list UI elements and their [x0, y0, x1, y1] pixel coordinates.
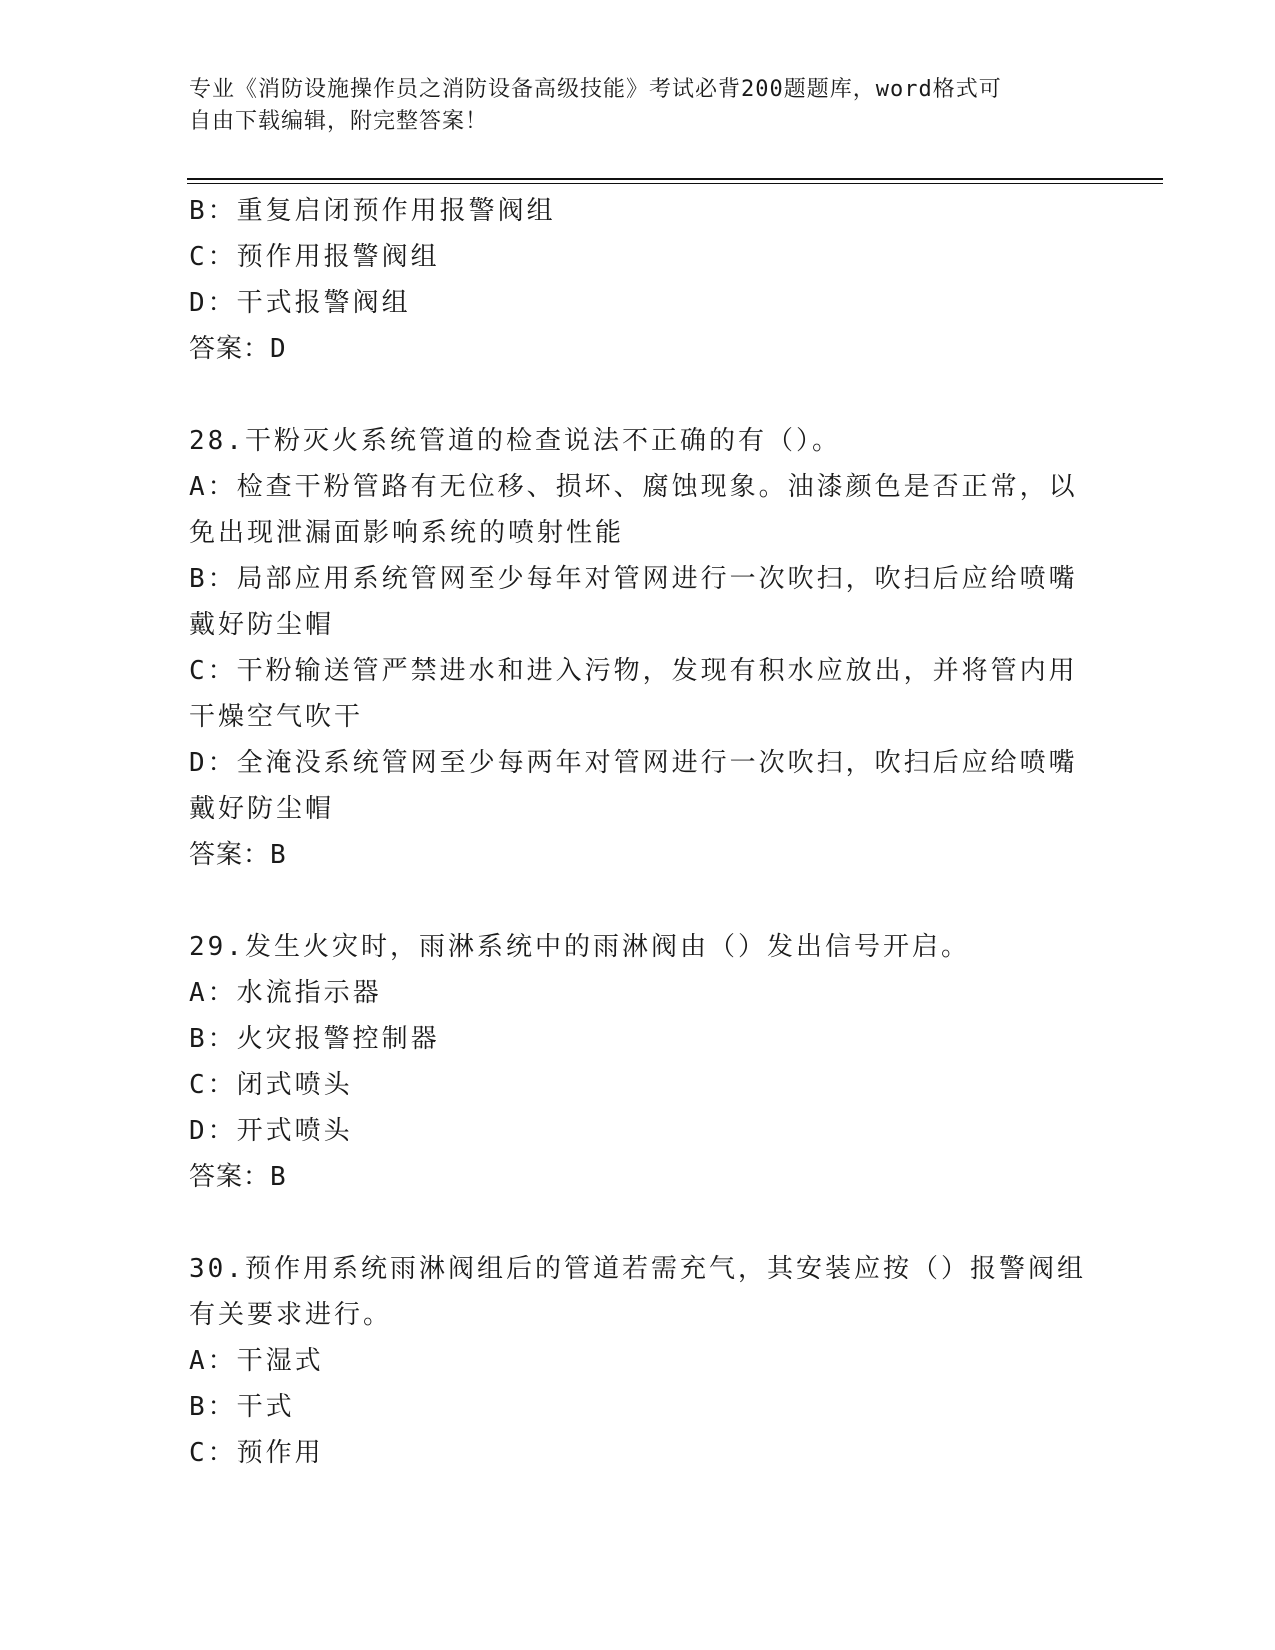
header-divider-thin: [187, 183, 1163, 184]
q30-option-c: C：预作用: [189, 1438, 324, 1468]
q28-option-c-line1: C：干粉输送管严禁进水和进入污物，发现有积水应放出，并将管内用: [189, 656, 1078, 686]
q29-option-a: A：水流指示器: [189, 978, 382, 1008]
q28-option-a-line2: 免出现泄漏面影响系统的喷射性能: [189, 518, 625, 548]
q27-option-c: C：预作用报警阀组: [189, 242, 440, 272]
q28-option-b-line1: B：局部应用系统管网至少每年对管网进行一次吹扫，吹扫后应给喷嘴: [189, 564, 1078, 594]
q28-stem: 28.干粉灭火系统管道的检查说法不正确的有（）。: [189, 426, 841, 456]
spacer: [189, 372, 1089, 418]
q29-answer: 答案：B: [189, 1162, 287, 1192]
q27-option-b: B：重复启闭预作用报警阀组: [189, 196, 556, 226]
q30-option-b: B：干式: [189, 1392, 295, 1422]
q28-option-a-line1: A：检查干粉管路有无位移、损坏、腐蚀现象。油漆颜色是否正常，以: [189, 472, 1078, 502]
q29-option-b: B：火灾报警控制器: [189, 1024, 440, 1054]
header-line-1: 专业《消防设施操作员之消防设备高级技能》考试必背200题题库，word格式可: [189, 77, 1002, 102]
q29-stem: 29.发生火灾时，雨淋系统中的雨淋阀由（）发出信号开启。: [189, 932, 970, 962]
document-header: [189, 74, 1089, 138]
q28-option-d-line1: D：全淹没系统管网至少每两年对管网进行一次吹扫，吹扫后应给喷嘴: [189, 748, 1078, 778]
q27-option-d: D：干式报警阀组: [189, 288, 411, 318]
q28-answer: 答案：B: [189, 840, 287, 870]
q28-option-b-line2: 戴好防尘帽: [189, 610, 335, 640]
header-divider-thick: [187, 178, 1163, 180]
q28-option-d-line2: 戴好防尘帽: [189, 794, 335, 824]
q29-option-c: C：闭式喷头: [189, 1070, 353, 1100]
q28-option-c-line2: 干燥空气吹干: [189, 702, 364, 732]
header-line-2: 自由下载编辑，附完整答案！: [189, 109, 489, 134]
q29-option-d: D：开式喷头: [189, 1116, 353, 1146]
spacer: [189, 1200, 1089, 1246]
spacer: [189, 878, 1089, 924]
q30-stem-line2: 有关要求进行。: [189, 1300, 393, 1330]
q30-stem-line1: 30.预作用系统雨淋阀组后的管道若需充气，其安装应按（）报警阀组: [189, 1254, 1086, 1284]
question-content: [189, 188, 1089, 1476]
q30-option-a: A：干湿式: [189, 1346, 324, 1376]
q27-answer: 答案：D: [189, 334, 287, 364]
